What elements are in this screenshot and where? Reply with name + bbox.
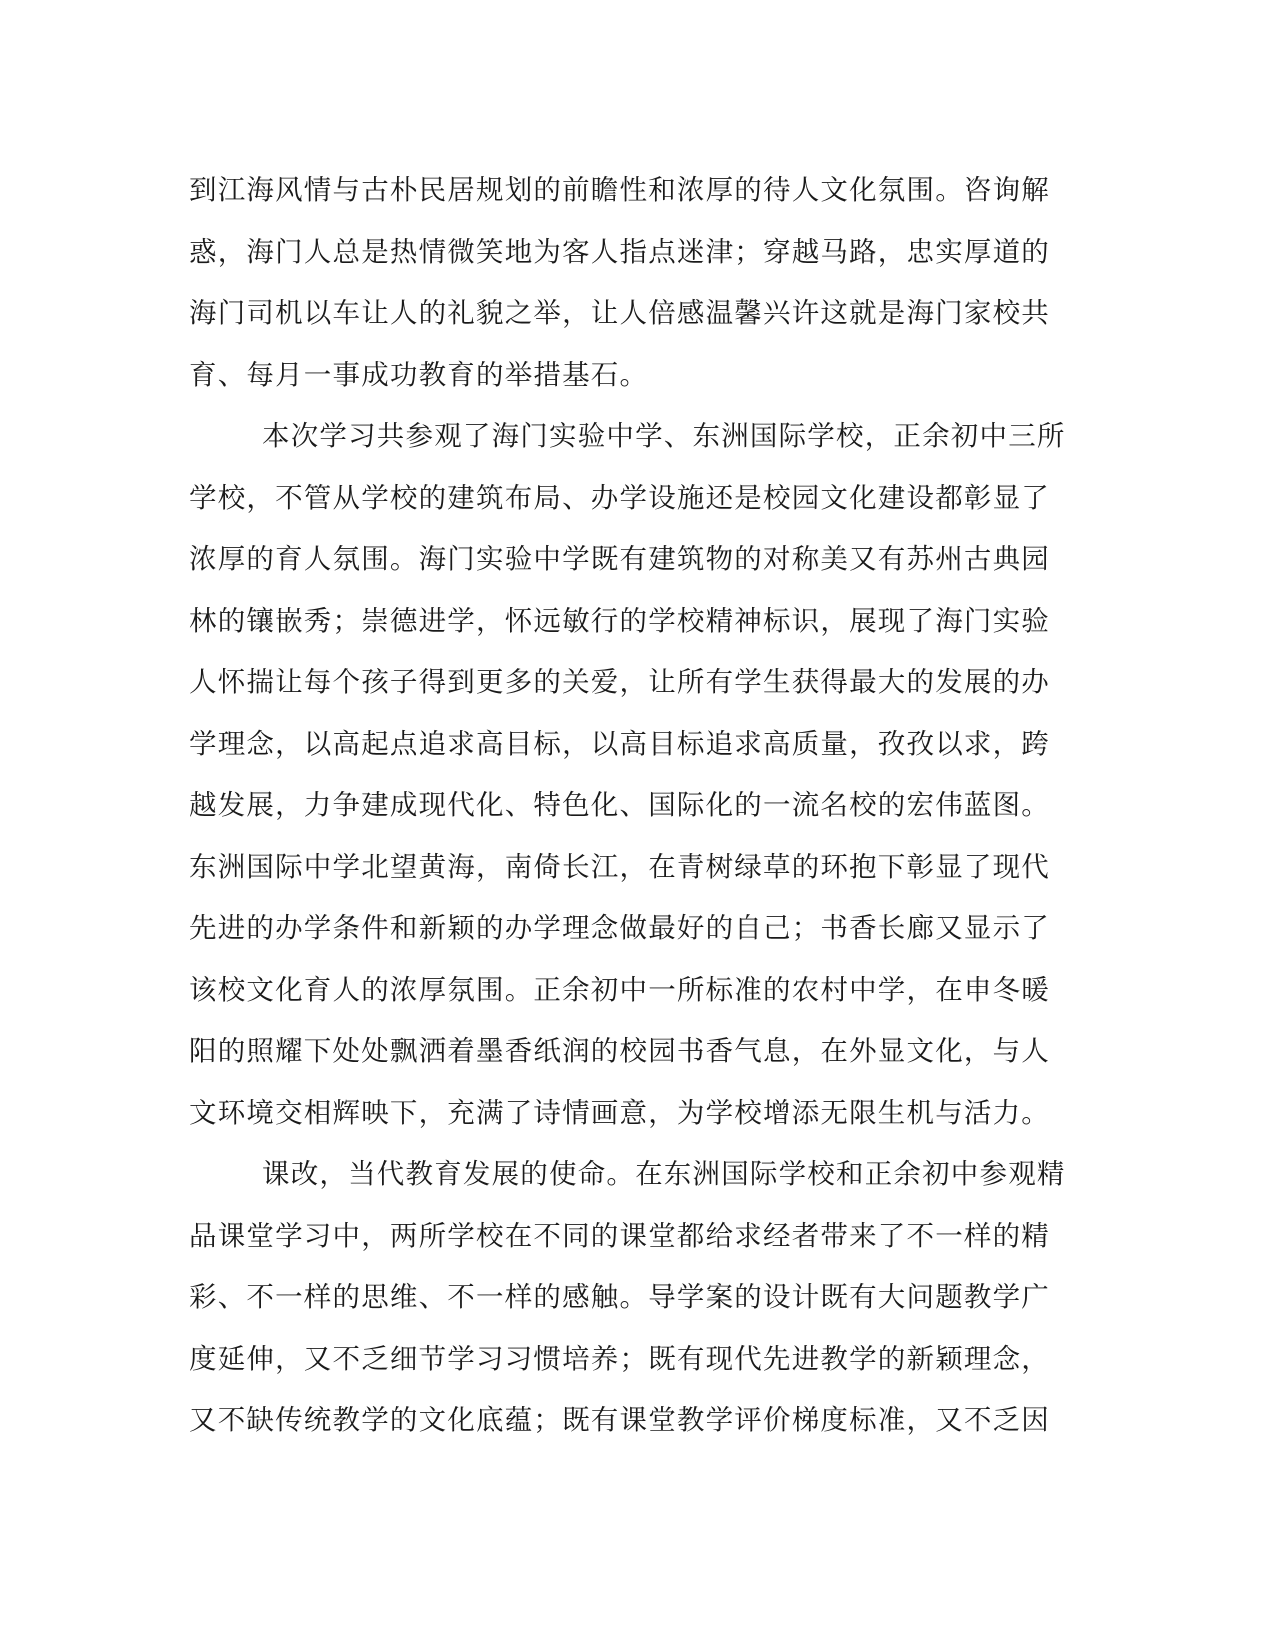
text-line: 林的镶嵌秀；崇德进学，怀远敏行的学校精神标识，展现了海门实验 xyxy=(189,604,1050,637)
paragraph-2 xyxy=(189,406,1089,1144)
text-line: 先进的办学条件和新颖的办学理念做最好的自己；书香长廊又显示了 xyxy=(189,912,1050,944)
text-line: 人怀揣让每个孩子得到更多的关爱，让所有学生获得最大的发展的办 xyxy=(189,666,1050,698)
text-line: 到江海风情与古朴民居规划的前瞻性和浓厚的待人文化氛围。咨询解 xyxy=(189,174,1050,206)
text-line: 课改，当代教育发展的使命。在东洲国际学校和正余初中参观精 xyxy=(262,1158,1066,1190)
document-body xyxy=(189,160,1089,1452)
text-line: 越发展，力争建成现代化、特色化、国际化的一流名校的宏伟蓝图。 xyxy=(189,789,1050,821)
text-line: 育、每月一事成功教育的举措基石。 xyxy=(189,358,649,391)
text-line: 海门司机以车让人的礼貌之举，让人倍感温馨兴许这就是海门家校共 xyxy=(189,297,1050,329)
text-line: 惑，海门人总是热情微笑地为客人指点迷津；穿越马路，忠实厚道的 xyxy=(189,235,1050,268)
text-line: 该校文化育人的浓厚氛围。正余初中一所标准的农村中学，在申冬暖 xyxy=(189,973,1050,1006)
text-line: 学理念，以高起点追求高目标，以高目标追求高质量，孜孜以求，跨 xyxy=(189,727,1050,760)
text-line: 又不缺传统教学的文化底蕴；既有课堂教学评价梯度标准，又不乏因 xyxy=(189,1404,1050,1436)
text-line: 本次学习共参观了海门实验中学、东洲国际学校，正余初中三所 xyxy=(262,420,1066,452)
text-line: 浓厚的育人氛围。海门实验中学既有建筑物的对称美又有苏州古典园 xyxy=(189,543,1050,575)
text-line: 品课堂学习中，两所学校在不同的课堂都给求经者带来了不一样的精 xyxy=(189,1219,1050,1252)
paragraph-3 xyxy=(189,1144,1089,1452)
text-line: 学校，不管从学校的建筑布局、办学设施还是校园文化建设都彰显了 xyxy=(189,481,1050,514)
text-line: 阳的照耀下处处飘洒着墨香纸润的校园书香气息，在外显文化，与人 xyxy=(189,1035,1050,1067)
paragraph-1 xyxy=(189,160,1089,406)
text-line: 文环境交相辉映下，充满了诗情画意，为学校增添无限生机与活力。 xyxy=(189,1096,1050,1129)
text-line: 东洲国际中学北望黄海，南倚长江，在青树绿草的环抱下彰显了现代 xyxy=(189,850,1050,883)
text-line: 彩、不一样的思维、不一样的感触。导学案的设计既有大问题教学广 xyxy=(189,1281,1050,1313)
text-line: 度延伸，又不乏细节学习习惯培养；既有现代先进教学的新颖理念， xyxy=(189,1342,1050,1375)
